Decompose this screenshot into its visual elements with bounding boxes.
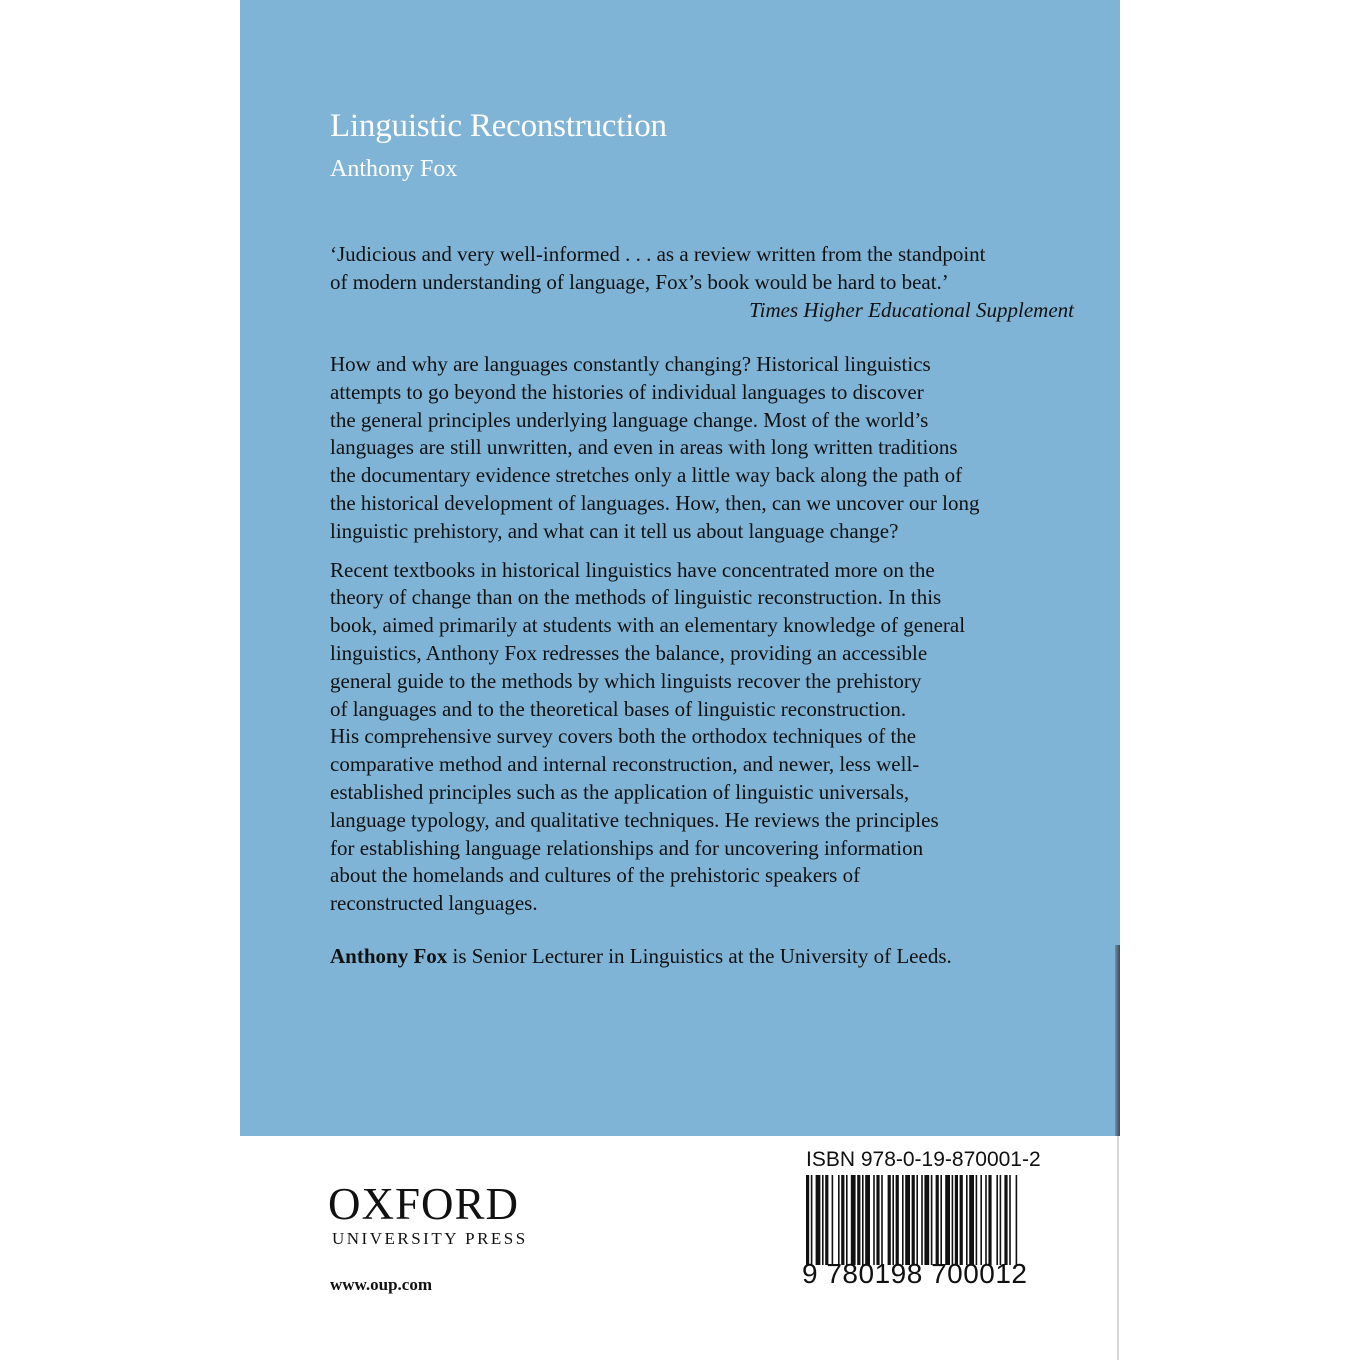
quote-source: Times Higher Educational Supplement <box>749 298 1074 322</box>
blurb-line: established principles such as the application of linguistic universals, <box>330 779 910 804</box>
blurb-line: the documentary evidence stretches only a little way back along the path of <box>330 463 963 488</box>
author-bio-text: is Senior Lecturer in Linguistics at the University of Leeds. <box>447 944 952 968</box>
blurb-line: for establishing language relationships and for uncovering information <box>330 835 924 860</box>
book-author: Anthony Fox <box>330 156 458 182</box>
oxford-logo: OXFORD <box>328 1179 520 1229</box>
quote-line: ‘Judicious and very well-informed . . . as a review written from the standpoint <box>330 242 986 266</box>
barcode-digits: 9 780198 700012 <box>802 1258 1028 1289</box>
blurb-paragraph-2 <box>330 557 1090 918</box>
blurb-line: about the homelands and cultures of the prehistoric speakers of <box>330 863 861 888</box>
page-edge-shadow <box>1115 945 1120 1136</box>
oxford-subtitle: UNIVERSITY PRESS <box>332 1229 528 1248</box>
blurb-line: How and why are languages constantly changing? Historical linguistics <box>330 352 931 376</box>
blurb-line: the historical development of languages. How, then, can we uncover our long <box>330 490 980 515</box>
barcode-icon <box>802 1175 1082 1265</box>
page-edge-line <box>1117 1136 1119 1360</box>
blurb-paragraph-1 <box>330 351 1090 546</box>
book-title: Linguistic Reconstruction <box>330 108 667 144</box>
author-bio <box>330 944 952 969</box>
blurb-line: book, aimed primarily at students with an elementary knowledge of general <box>330 613 966 638</box>
blurb-line: language typology, and qualitative techniques. He reviews the principles <box>330 807 939 832</box>
quote-line: of modern understanding of language, Fox’s book would be hard to beat.’ <box>330 270 949 294</box>
blurb-line: general guide to the methods by which linguists recover the prehistory <box>330 668 922 693</box>
blurb-line: His comprehensive survey covers both the orthodox techniques of the <box>330 724 917 749</box>
blurb-line: reconstructed languages. <box>330 891 538 916</box>
blurb-line: of languages and to the theoretical bases of linguistic reconstruction. <box>330 696 907 721</box>
blurb-line: linguistics, Anthony Fox redresses the balance, providing an accessible <box>330 640 928 665</box>
blurb-line: Recent textbooks in historical linguistics have concentrated more on the <box>330 557 935 582</box>
book-back-cover <box>240 0 1120 1360</box>
blue-panel <box>240 0 1120 1136</box>
blurb <box>330 351 1090 918</box>
blurb-line: the general principles underlying language change. Most of the world’s <box>330 407 929 432</box>
review-quote <box>330 240 1074 324</box>
blurb-line: attempts to go beyond the histories of individual languages to discover <box>330 379 924 404</box>
blurb-line: linguistic prehistory, and what can it tell us about language change? <box>330 518 899 543</box>
blurb-line: theory of change than on the methods of linguistic reconstruction. In this <box>330 585 942 610</box>
author-bio-name: Anthony Fox <box>330 944 448 968</box>
blurb-line: languages are still unwritten, and even in areas with long written traditions <box>330 435 958 460</box>
publisher-url: www.oup.com <box>330 1275 433 1294</box>
blurb-line: comparative method and internal reconstruction, and newer, less well- <box>330 752 920 777</box>
isbn-label: ISBN 978-0-19-870001-2 <box>806 1148 1041 1171</box>
